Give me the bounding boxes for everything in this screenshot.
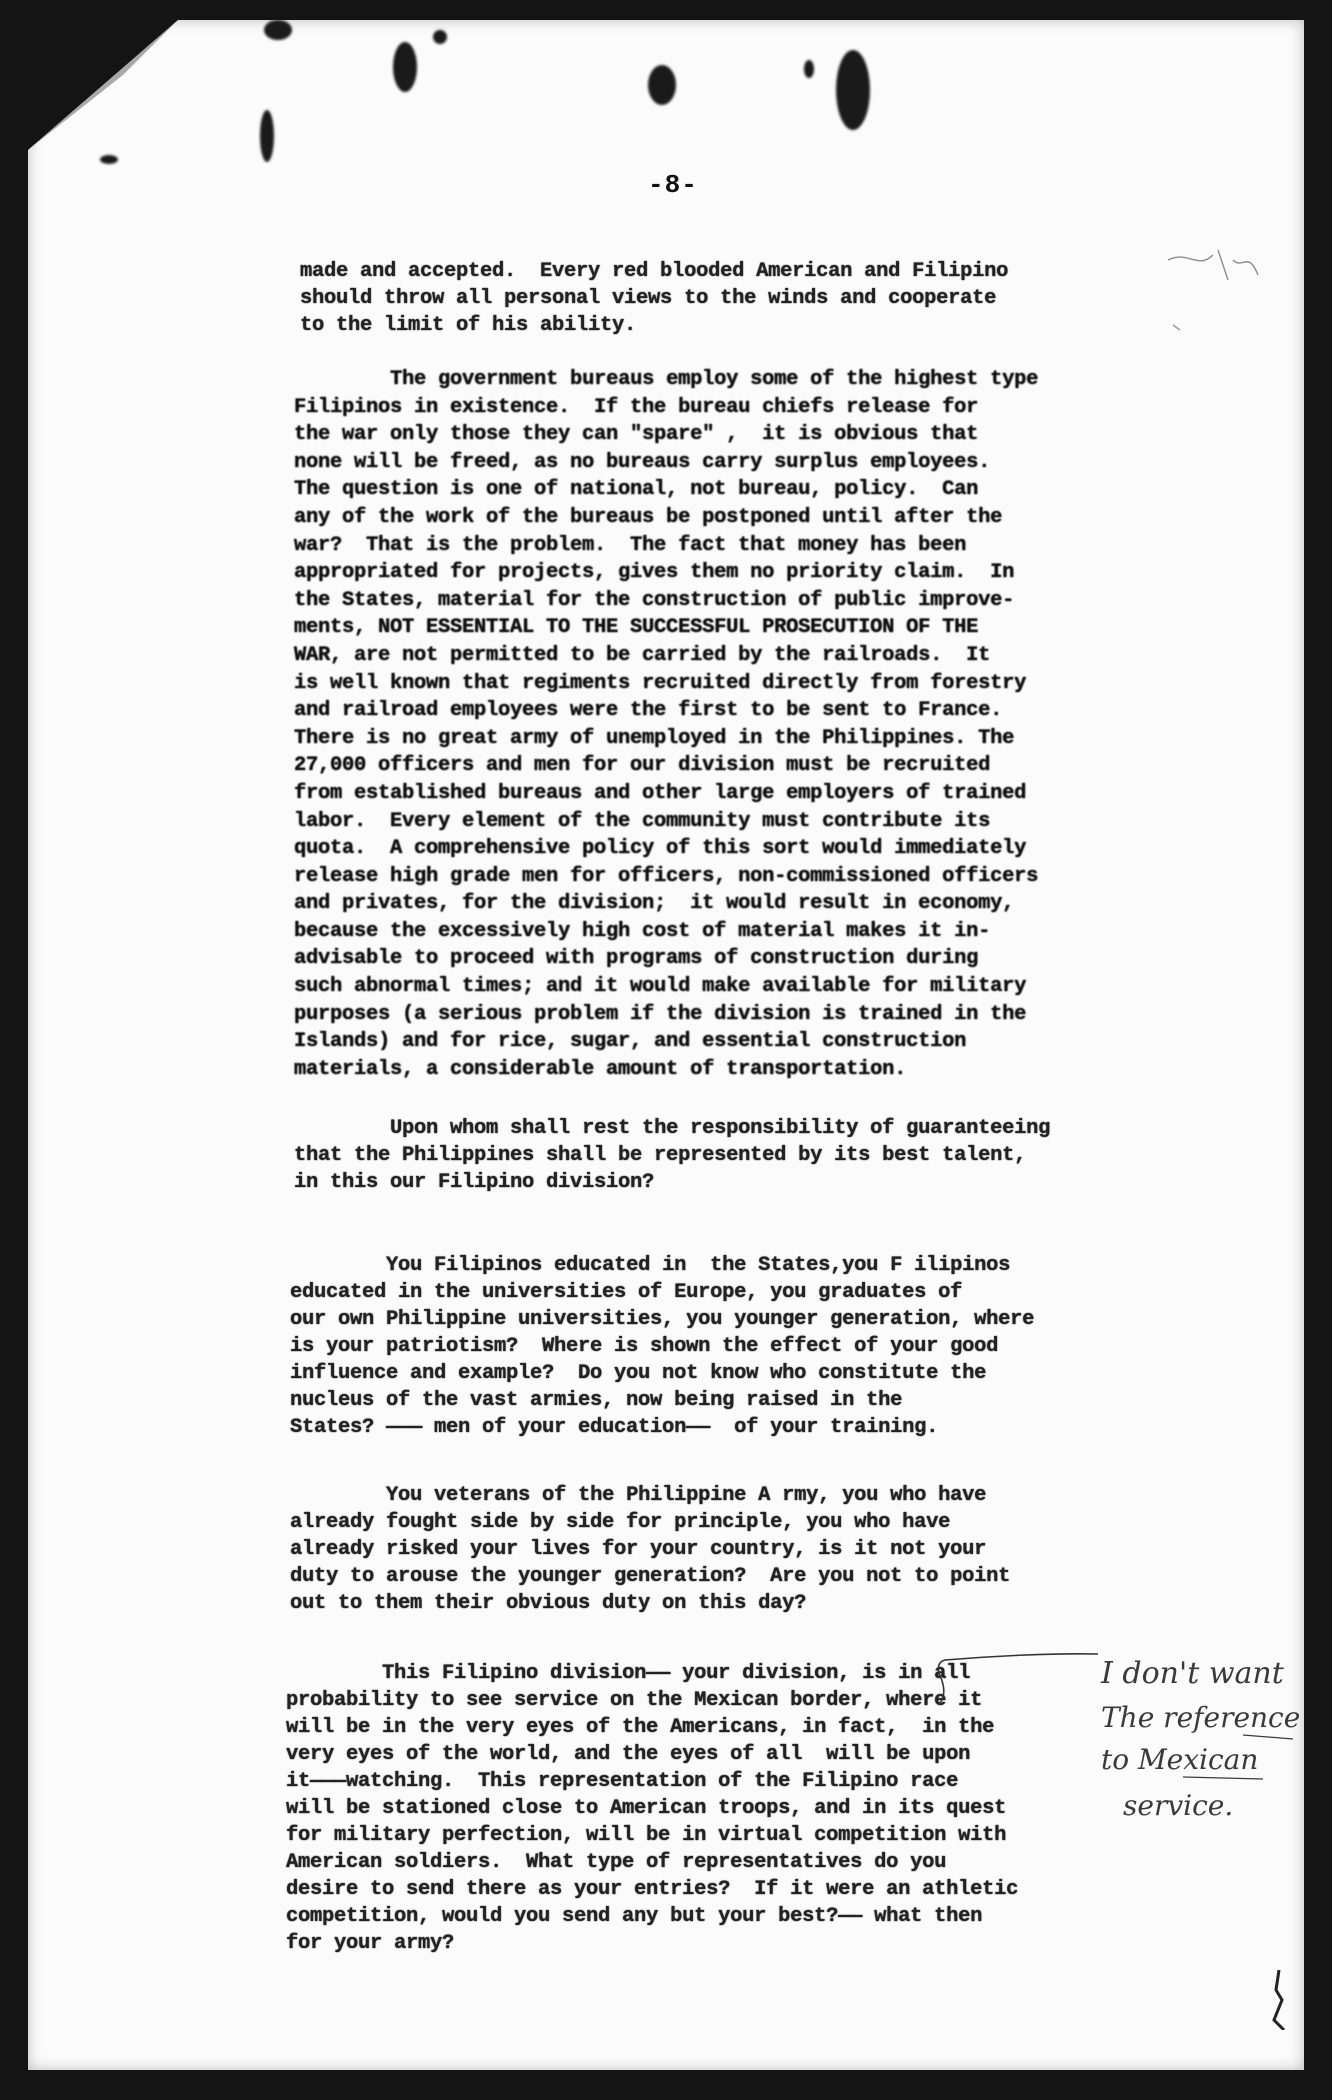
margin-pencil-mark: [1158, 230, 1268, 350]
ink-spot: [264, 20, 292, 40]
ink-spot: [433, 30, 447, 44]
ink-spot: [648, 65, 676, 105]
ink-spot: [836, 50, 870, 130]
ink-spot: [804, 60, 814, 78]
handwritten-note: [1093, 1645, 1304, 1835]
handwritten-line: to Mexican: [1101, 1743, 1259, 1776]
handwritten-line: The reference: [1101, 1701, 1301, 1734]
handwritten-bracket: [933, 1648, 1103, 1708]
ink-spot: [100, 155, 118, 164]
page-number: -8-: [648, 170, 698, 200]
paragraph-filipino-division: This Filipino division—— your division, is in all probability to see service on the Mexican border, where it will be in the very eyes of the Americans, in fact, in the very eyes of the world, and the eyes of all will be upon it———watching. This representation of the Filipino race will be stationed close to American troops, and in its quest for military perfection, will be in virtual competition with American soldiers. What type of representatives do you desire to send there as your entries? If it were an athletic competition, would you send any but your best?—— what then for your army?: [286, 1662, 1019, 1955]
handwritten-line: I don't want: [1101, 1656, 1284, 1691]
paragraph-veterans: You veterans of the Philippine A rmy, you who have already fought side by side for principle, you who have already risked your lives for your country, is it not your duty to arouse the younger generation? Are you not to point out to them their obvious duty on this day?: [290, 1484, 1011, 1615]
handwritten-line: service.: [1123, 1789, 1234, 1822]
paragraph-responsibility: Upon whom shall rest the responsibility of guaranteeing that the Philippines shall be represented by its best talent, in this our Filipino division?: [294, 1117, 1051, 1194]
paragraph-continuation: made and accepted. Every red blooded American and Filipino should throw all personal views to the winds and cooperate to the limit of his ability.: [300, 260, 1009, 337]
ink-spot: [260, 110, 274, 162]
paragraph-government-bureaus: The government bureaus employ some of the highest type Filipinos in existence. If the bureau chiefs release for the war only those they can "spare" , it is obvious that none will be freed, as no bureaus carry surplus employees. The question is one of national, not bureau, policy. Can any of the work of the bureaus be postponed until after the war? That is the problem. The fact that money has been appropriated for projects, gives them no priority claim. In the States, material for the construction of public improve- ments, NOT ESSENTIAL TO THE SUCCESSFUL PROSECUTION OF THE WAR, are not permitted to be carried by the railroads. It is well known that regiments recruited directly from forestry and railroad employees were the first to be sent to France. There is no great army of unemployed in the Philippines. The 27,000 officers and men for our division must be recruited from established bureaus and other large employers of trained labor. Every element of the community must contribute its quota. A comprehensive policy of this sort would immediately release high grade men for officers, non-commissioned officers and privates, for the division; it would result in economy, because the excessively high cost of material makes it in- advisable to proceed with programs of construction during such abnormal times; and it would make available for military purposes (a serious problem if the division is trained in the Islands) and for rice, sugar, and essential construction materials, a considerable amount of transportation.: [294, 368, 1039, 1081]
corner-smudge: [1264, 1970, 1294, 2030]
ink-spot: [393, 42, 417, 92]
folded-corner: [28, 20, 178, 150]
document-page: [28, 20, 1304, 2070]
paragraph-educated-filipinos: You Filipinos educated in the States,you F ilipinos educated in the universities of Europe, you graduates of our own Philippine universities, you younger generation, where is your patriotism? Where is shown the effect of your good influence and example? Do you not know who constitute the nucleus of the vast armies, now being raised in the States? ——— men of your education—— of your training.: [290, 1254, 1035, 1439]
